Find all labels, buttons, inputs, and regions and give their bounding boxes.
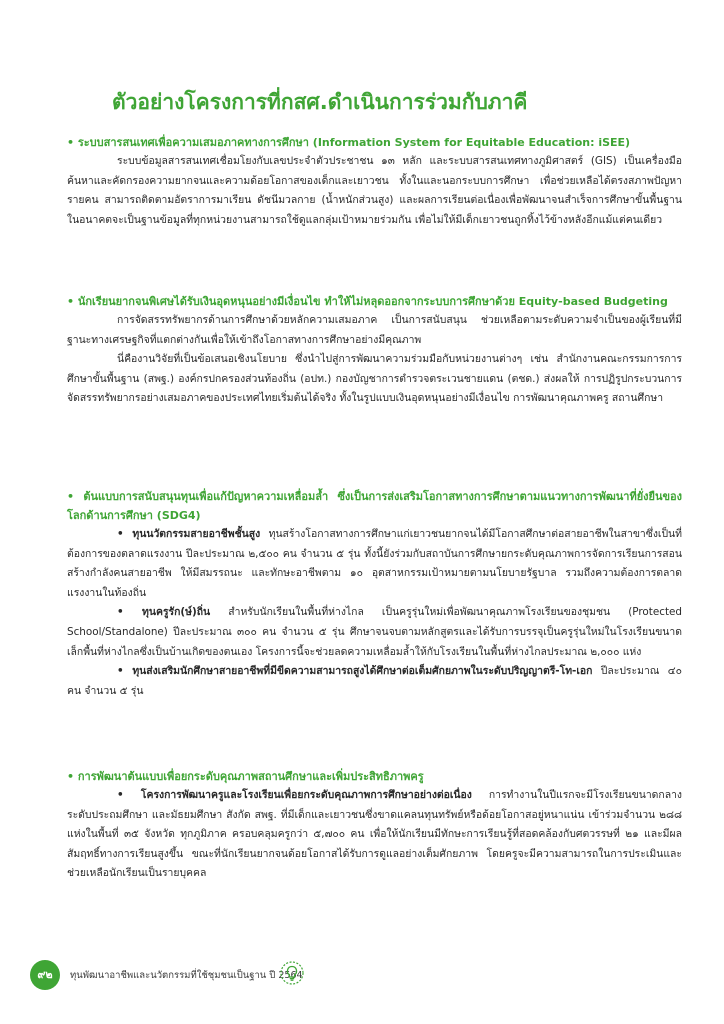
section-heading: • การพัฒนาต้นแบบเพื่อยกระดับคุณภาพสถานศึกษาและเพิ่มประสิทธิภาพครู — [67, 770, 424, 783]
scholarship-item-title: • ทุนนวัตกรรมสายอาชีพชั้นสูง — [117, 528, 261, 540]
page-title: ตัวอย่างโครงการที่กสศ.ดำเนินการร่วมกับภาคี — [112, 90, 528, 114]
scholarship-item — [67, 525, 682, 603]
section-heading: • ระบบสารสนเทศเพื่อความเสมอภาคทางการศึกษา (Information System for Equitable Education: iSEE) — [67, 136, 631, 149]
footer-text: ทุนพัฒนาอาชีพและนวัตกรรมที่ใช้ชุมชนเป็นฐาน ปี 2564 — [70, 970, 303, 981]
page-footer — [30, 958, 700, 988]
project-item — [67, 786, 682, 884]
scholarship-item-text: สำหรับนักเรียนในพื้นที่ห่างไกล เป็นครูรุ่นใหม่เพื่อพัฒนาคุณภาพโรงเรียนของชุมชน (Protected School/Standalone) ปีละประมาณ ๓๐๐ คน จำนวน ๕ รุ่น ศึกษาจนจบตามหลักสูตรและได้รับการบรรจุเป็นครูรุ่นใหม่ในโรงเรียนขนาดเล็กพื้นที่ห่างไกลซึ่งเป็นบ้านเกิดของตนเอง โครงการนี้จะช่วยลดความเหลื่อมล้ำให้กับโรงเรียนในพื้นที่ห่างไกลประมาณ ๒,๐๐๐ แห่ง — [67, 606, 683, 658]
lightbulb-icon — [280, 961, 304, 985]
section-scholarship-sdg4 — [67, 487, 682, 701]
scholarship-item — [67, 603, 682, 662]
project-item-text: การทำงานในปีแรกจะมีโรงเรียนขนาดกลาง ระดับประถมศึกษา และมัธยมศึกษา สังกัด สพฐ. ที่มีเด็กและเยาวชนซึ่งขาดแคลนทุนทรัพย์หรือด้อยโอกาสอยู่หนาแน่น เข้าร่วมจำนวน ๒๘๘ แห่งในพื้นที่ ๓๕ จังหวัด ทุกภูมิภาค ครอบคลุมครูกว่า ๕,๗๐๐ คน เพื่อให้นักเรียนมีทักษะการเรียนรู้ที่สอดคล้องกับศตวรรษที่ ๒๑ และมีผลสัมฤทธิ์ทางการเรียนสูงขึ้น ขณะที่นักเรียนยากจนด้อยโอกาสได้รับการดูแลอย่างเต็มศักยภาพ โดยครูจะมีความสามารถในการประเมินและช่วยเหลือนักเรียนเป็นรายบุคคล — [67, 789, 683, 880]
section-heading: • ต้นแบบการสนับสนุนทุนเพื่อแก้ปัญหาความเหลื่อมล้ำ ซึ่งเป็นการส่งเสริมโอกาสทางการศึกษาตามแนวทางการพัฒนาที่ยั่งยืนของโลกด้านการศึกษา (SDG4) — [67, 490, 682, 522]
section-equity-budgeting — [67, 292, 682, 409]
scholarship-item — [67, 662, 682, 701]
section-isee — [67, 133, 682, 230]
scholarship-item-text: ทุนสร้างโอกาสทางการศึกษาแก่เยาวชนยากจนได้มีโอกาสศึกษาต่อสายอาชีพในสาขาซึ่งเป็นที่ต้องการของตลาดแรงงาน ปีละประมาณ ๒,๕๐๐ คน จำนวน ๕ รุ่น ทั้งนี้ยังร่วมกับสถาบันการศึกษายกระดับคุณภาพการจัดการเรียนการสอนสร้างกำลังคนสายอาชีพ ให้มีสมรรถนะ และทักษะอาชีพตาม ๑๐ อุตสาหกรรมเป้าหมายตามนโยบายรัฐบาล รวมถึงความต้องการตลาดแรงงานในท้องถิ่น — [67, 528, 682, 599]
project-item-title: • โครงการพัฒนาครูและโรงเรียนเพื่อยกระดับคุณภาพการศึกษาอย่างต่อเนื่อง — [117, 789, 472, 801]
scholarship-item-text: ปีละประมาณ ๔๐ คน จำนวน ๕ รุ่น — [67, 665, 682, 697]
section-heading: • นักเรียนยากจนพิเศษได้รับเงินอุดหนุนอย่างมีเงื่อนไข ทำให้ไม่หลุดออกจากระบบการศึกษาด้วย Equity-based Budgeting — [67, 295, 668, 308]
scholarship-item-title: • ทุนครูรัก(ษ์)ถิ่น — [117, 606, 211, 619]
scholarship-item-title: • ทุนส่งเสริมนักศึกษาสายอาชีพที่มีขีดความสามารถสูงได้ศึกษาต่อเต็มศักยภาพในระดับปริญญาตรี-โท-เอก — [117, 665, 593, 678]
section-paragraph: การจัดสรรทรัพยากรด้านการศึกษาด้วยหลักความเสมอภาค เป็นการสนับสนุน ช่วยเหลือตามระดับความจำเป็นของผู้เรียนที่มีฐานะทางเศรษฐกิจที่แตกต่างกันเพื่อให้เข้าถึงโอกาสทางการศึกษาอย่างมีคุณภาพ — [67, 314, 682, 346]
section-paragraph: นี่คืองานวิจัยที่เป็นข้อเสนอเชิงนโยบาย ซึ่งนำไปสู่การพัฒนาความร่วมมือกับหน่วยงานต่างๆ เช่น สำนักงานคณะกรรมการการศึกษาขั้นพื้นฐาน (สพฐ.) องค์กรปกครองส่วนท้องถิ่น (อปท.) กองบัญชาการตำรวจตระเวนชายแดน (ตชด.) ส่งผลให้ การปฏิรูปกระบวนการจัดสรรทรัพยากรอย่างเสมอภาคของประเทศไทยเริ่มต้นได้จริง ทั้งในรูปแบบเงินอุดหนุนอย่างมีเงื่อนไข การพัฒนาคุณภาพครู สถานศึกษา — [67, 353, 682, 405]
page-number: ๙๒ — [30, 960, 60, 990]
section-paragraph: ระบบข้อมูลสารสนเทศเชื่อมโยงกับเลขประจำตัวประชาชน ๑๓ หลัก และระบบสารสนเทศทางภูมิศาสตร์ (GIS) เป็นเครื่องมือค้นหาและคัดกรองความยากจนและความด้อยโอกาสของเด็กและเยาวชน ทั้งในและนอกระบบการศึกษา เพื่อช่วยเหลือได้ตรงสภาพปัญหารายคน สามารถติดตามอัตราการมาเรียน ดัชนีมวลกาย (น้ำหนักส่วนสูง) และผลการเรียนต่อเนื่องเพื่อพัฒนาจนสำเร็จการศึกษาขั้นพื้นฐาน ในอนาคตจะเป็นฐานข้อมูลที่ทุกหน่วยงานสามารถใช้ดูแลกลุ่มเป้าหมายร่วมกัน เพื่อไม่ให้มีเด็กเยาวชนถูกทิ้งไว้ข้างหลังอีกแม้แต่คนเดียว — [67, 155, 682, 226]
section-teacher-development — [67, 767, 682, 884]
